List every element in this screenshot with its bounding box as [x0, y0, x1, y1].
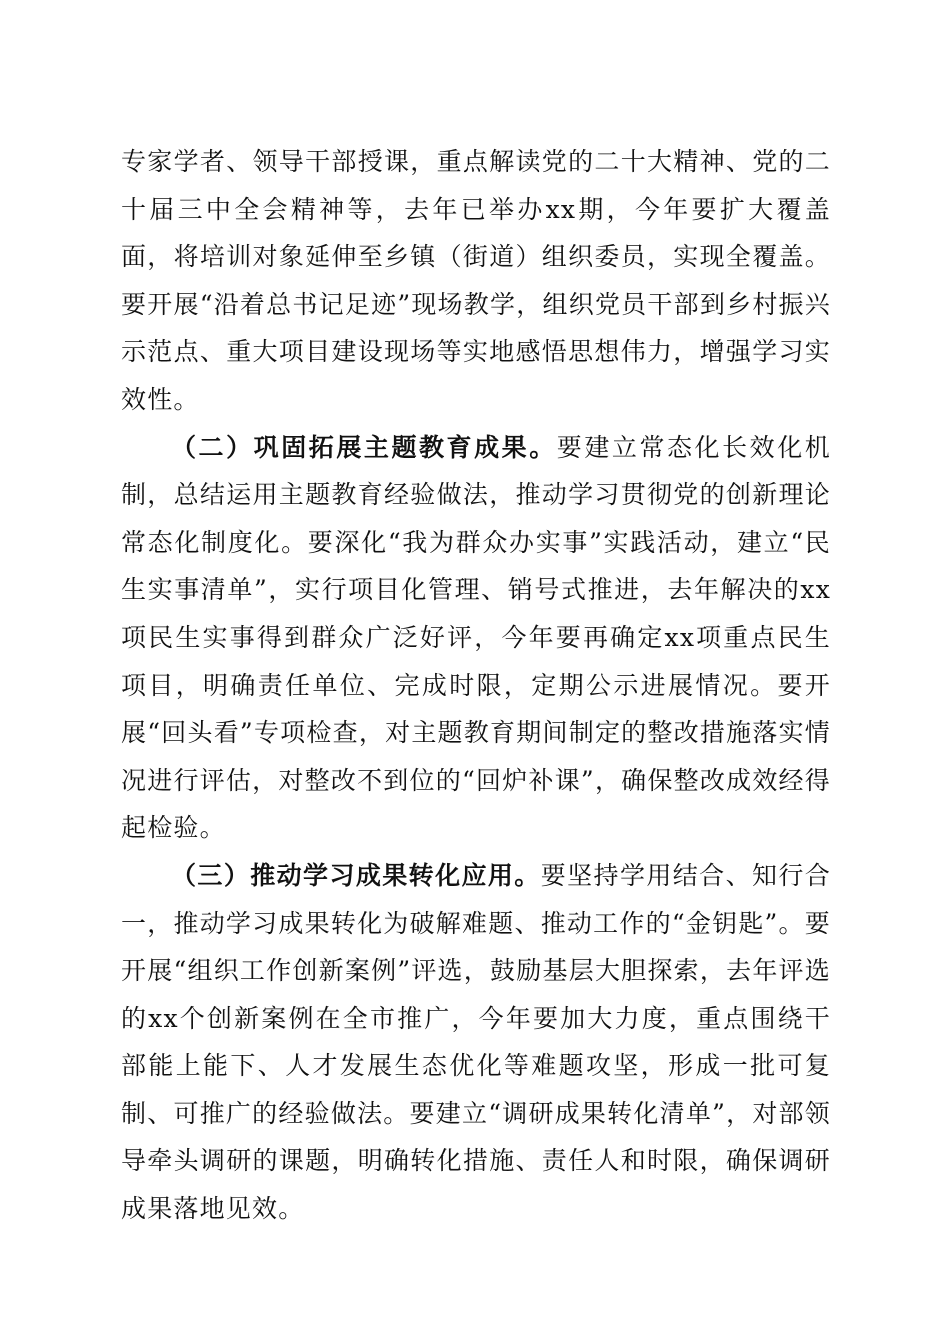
- document-body: [121, 138, 831, 1233]
- section-heading-3: （三）推动学习成果转化应用。: [171, 860, 541, 890]
- paragraph-training-continuation: [121, 138, 831, 424]
- paragraph-text: 要建立常态化长效化机制，总结运用主题教育经验做法，推动学习贯彻党的创新理论常态化制度化。要深化“我为群众办实事”实践活动，建立“民生实事清单”，实行项目化管理、销号式推进，去年解决的xx项民生实事得到群众广泛好评，今年要再确定xx项重点民生项目，明确责任单位、完成时限，定期公示进展情况。要开展“回头看”专项检查，对主题教育期间制定的整改措施落实情况进行评估，对整改不到位的“回炉补课”，确保整改成效经得起检验。: [121, 432, 831, 843]
- section-heading-2: （二）巩固拓展主题教育成果。: [171, 432, 557, 462]
- paragraph-text: 要坚持学用结合、知行合一，推动学习成果转化为破解难题、推动工作的“金钥匙”。要开展“组织工作创新案例”评选，鼓励基层大胆探索，去年评选的xx个创新案例在全市推广，今年要加大力度，重点围绕干部能上能下、人才发展生态优化等难题攻坚，形成一批可复制、可推广的经验做法。要建立“调研成果转化清单”，对部领导牵头调研的课题，明确转化措施、责任人和时限，确保调研成果落地见效。: [121, 860, 831, 1224]
- paragraph-apply-results: [121, 852, 831, 1233]
- paragraph-consolidate-education: [121, 424, 831, 852]
- paragraph-text: 专家学者、领导干部授课，重点解读党的二十大精神、党的二十届三中全会精神等，去年已举办xx期，今年要扩大覆盖面，将培训对象延伸至乡镇（街道）组织委员，实现全覆盖。要开展“沿着总书记足迹”现场教学，组织党员干部到乡村振兴示范点、重大项目建设现场等实地感悟思想伟力，增强学习实效性。: [121, 147, 831, 414]
